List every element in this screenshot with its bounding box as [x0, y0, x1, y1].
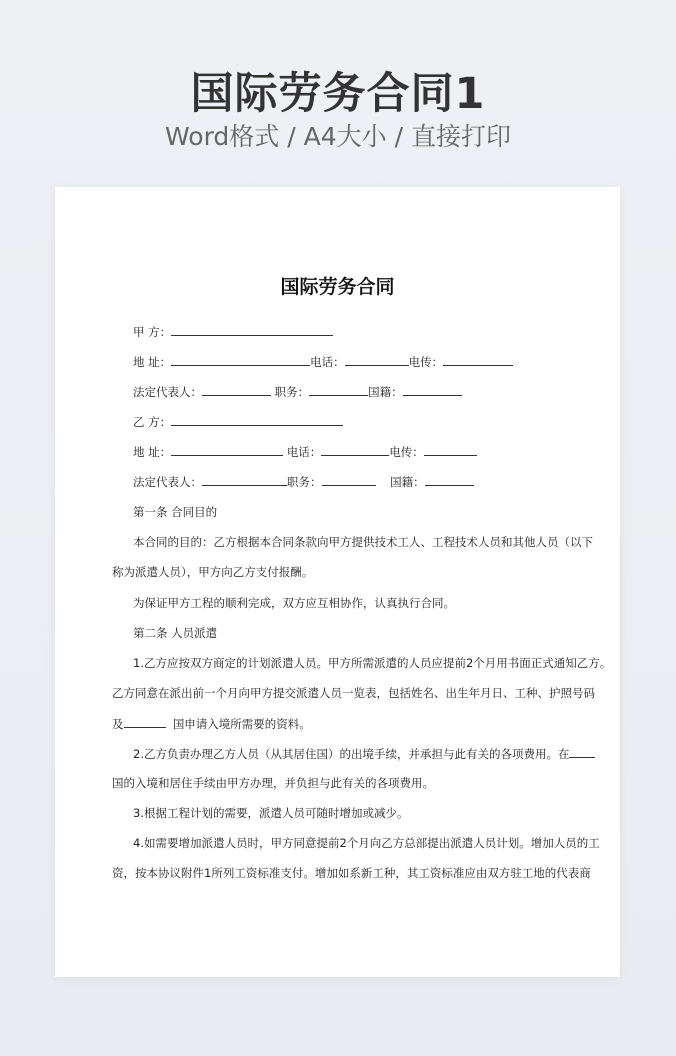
label: 法定代表人： — [133, 475, 202, 489]
document-title: 国际劳务合同 — [280, 276, 395, 298]
section-heading: 第二条 人员派遣 — [133, 626, 218, 640]
party-b-name-line — [133, 413, 343, 430]
blank-field[interactable] — [171, 323, 333, 336]
text: 国申请入境所需要的资料。 — [172, 717, 311, 731]
party-a-name-line — [133, 323, 333, 340]
label: 甲 方： — [133, 325, 172, 339]
paragraph-line: 资，按本协议附件1所列工资标准支付。增加如系新工种，其工资标准应由双方驻工地的代表商 — [112, 866, 591, 880]
paragraph-line — [112, 715, 311, 732]
blank-field[interactable] — [171, 353, 310, 366]
paragraph-line: 国的入境和居住手续由甲方办理，并负担与此有关的各项费用。 — [112, 776, 434, 790]
blank-field[interactable] — [569, 745, 595, 758]
document-page — [55, 187, 620, 977]
label: 地 址： — [133, 355, 172, 369]
label: 电话： — [310, 355, 345, 369]
blank-field[interactable] — [443, 353, 513, 366]
party-b-address-line — [133, 443, 477, 460]
blank-field[interactable] — [171, 413, 343, 426]
label: 电传： — [389, 445, 424, 459]
blank-field[interactable] — [345, 353, 409, 366]
label: 电传： — [408, 355, 444, 369]
text: 2.乙方负责办理乙方人员（从其居住国）的出境手续，并承担与此有关的各项费用。在 — [133, 747, 570, 761]
label: 职务： — [274, 385, 310, 399]
paragraph-line: 称为派遣人员），甲方向乙方支付报酬。 — [112, 565, 314, 579]
blank-field[interactable] — [321, 443, 389, 456]
paragraph-line: 乙方同意在派出前一个月向甲方提交派遣人员一览表，包括姓名、出生年月日、工种、护照号码 — [112, 686, 595, 700]
blank-field[interactable] — [171, 443, 283, 456]
label: 电话： — [286, 445, 322, 459]
blank-field[interactable] — [202, 473, 287, 486]
paragraph-line — [133, 745, 595, 762]
paragraph-line: 1.乙方应按双方商定的计划派遣人员。甲方所需派遣的人员应提前2个月用书面正式通知乙方。 — [133, 656, 612, 670]
label: 法定代表人： — [133, 385, 202, 399]
paragraph-line: 本合同的目的：乙方根据本合同条款向甲方提供技术工人、工程技术人员和其他人员（以下 — [133, 535, 593, 549]
section-heading: 第一条 合同目的 — [133, 505, 218, 519]
paragraph-line: 3.根据工程计划的需要，派遣人员可随时增加或减少。 — [133, 806, 409, 820]
party-b-rep-line — [133, 473, 474, 490]
party-a-rep-line — [133, 383, 462, 400]
paragraph-line: 为保证甲方工程的顺利完成，双方应互相协作，认真执行合同。 — [133, 596, 455, 610]
blank-field[interactable] — [124, 715, 166, 728]
blank-field[interactable] — [322, 473, 376, 486]
blank-field[interactable] — [425, 473, 474, 486]
label: 职务： — [287, 475, 322, 489]
party-a-address-line — [133, 353, 513, 370]
page-heading: 国际劳务合同1 — [190, 69, 486, 119]
label: 国籍： — [368, 385, 403, 399]
blank-field[interactable] — [403, 383, 462, 396]
blank-field[interactable] — [202, 383, 271, 396]
blank-field[interactable] — [424, 443, 477, 456]
label: 地 址： — [133, 445, 172, 459]
label: 乙 方： — [133, 415, 172, 429]
label: 国籍： — [390, 475, 425, 489]
paragraph-line: 4.如需要增加派遣人员时，甲方同意提前2个月向乙方总部提出派遣人员计划。增加人员的工 — [133, 836, 600, 850]
text: 及 — [112, 717, 124, 731]
blank-field[interactable] — [309, 383, 368, 396]
page-subheading: Word格式 / A4大小 / 直接打印 — [165, 122, 511, 151]
